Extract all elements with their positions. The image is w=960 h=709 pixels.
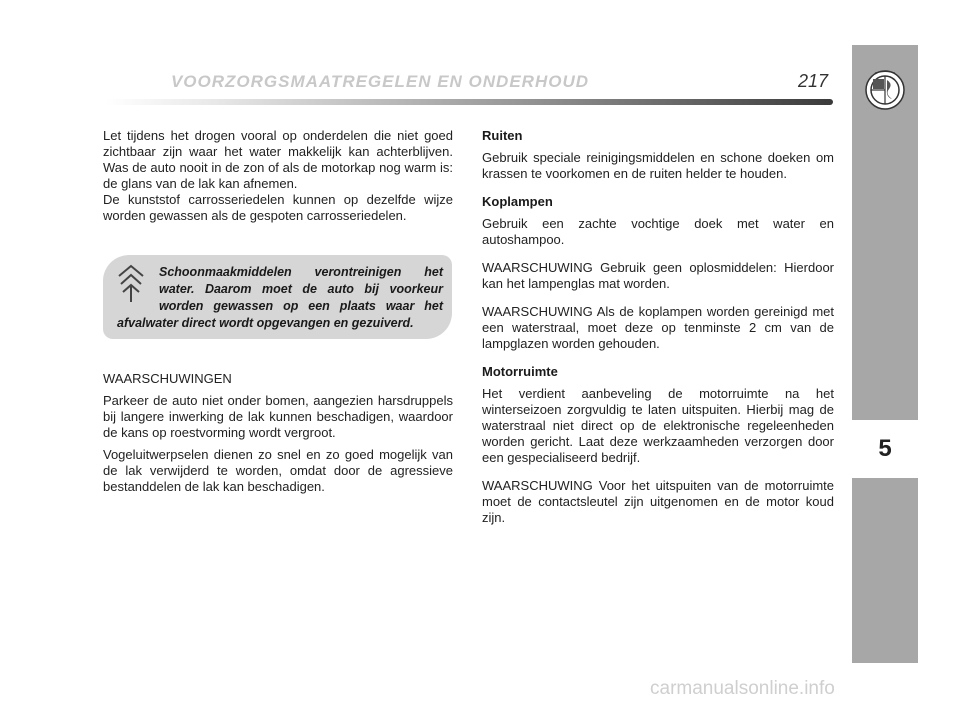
left-column — [103, 128, 453, 224]
right-column — [482, 128, 834, 526]
bird-droppings-warning: Vogeluitwerpselen dienen zo snel en zo goed mogelijk van de lak verwijderd te worden, omdat door de agressieve bestanddelen de lak kan beschadigen. — [103, 447, 453, 494]
koplampen-warning-waterjet: WAARSCHUWING Als de koplampen worden gereinigd met een waterstraal, moet deze op tenminste 2 cm van de lampglazen worden gehouden. — [482, 304, 834, 351]
drying-paragraph: Let tijdens het drogen vooral op onderdelen die niet goed zichtbaar zijn waar het water makkelijk kan achterblijven. Was de auto nooit in de zon of als de motorkap nog warm is: de glans van de lak kan afnemen. — [103, 128, 453, 191]
header-rule — [105, 99, 833, 105]
koplampen-heading: Koplampen — [482, 194, 553, 209]
koplampen-text: Gebruik een zachte vochtige doek met water en autoshampoo. — [482, 216, 834, 247]
left-warnings — [103, 371, 453, 495]
site-watermark: carmanualsonline.info — [650, 678, 835, 699]
motorruimte-heading: Motorruimte — [482, 364, 558, 379]
chapter-title: VOORZORGSMAATREGELEN EN ONDERHOUD — [170, 72, 590, 91]
motorruimte-warning: WAARSCHUWING Voor het uitspuiten van de motorruimte moet de contactsleutel zijn uitgenomen en de motor koud zijn. — [482, 478, 834, 525]
environment-warning-text: Schoonmaakmiddelen verontreinigen het water. Daarom moet de auto bij voorkeur worden gewassen op een plaats waar het afvalwater direct wordt opgevangen en gezuiverd. — [117, 265, 443, 330]
alfa-romeo-logo-icon — [865, 70, 905, 110]
environment-warning-box — [103, 255, 452, 339]
motorruimte-text: Het verdient aanbeveling de motorruimte na het winterseizoen zorgvuldig te laten uitspuiten. Hierbij mag de waterstraal niet direct op de elektronische regeleenheden worden gericht. Laat deze werkzaamheden verzorgen door een gespecialiseerd bedrijf. — [482, 386, 834, 465]
page-number: 217 — [798, 71, 829, 91]
trees-warning: Parkeer de auto niet onder bomen, aangezien harsdruppels bij langere inwerking de lak kunnen beschadigen, waardoor de kans op roestvorming wordt vergroot. — [103, 393, 453, 440]
ruiten-text: Gebruik speciale reinigingsmiddelen en schone doeken om krassen te voorkomen en de ruiten helder te houden. — [482, 150, 834, 181]
ruiten-heading: Ruiten — [482, 128, 523, 143]
koplampen-warning-solvents: WAARSCHUWING Gebruik geen oplosmiddelen: Hierdoor kan het lampenglas mat worden. — [482, 260, 834, 291]
warnings-title: WAARSCHUWINGEN — [103, 371, 232, 386]
chapter-tab[interactable]: 5 — [852, 420, 918, 478]
chapter-sidebar — [852, 45, 918, 663]
plastic-parts-paragraph: De kunststof carrosseriedelen kunnen op dezelfde wijze worden gewassen als de gespoten carrosseriedelen. — [103, 192, 453, 223]
